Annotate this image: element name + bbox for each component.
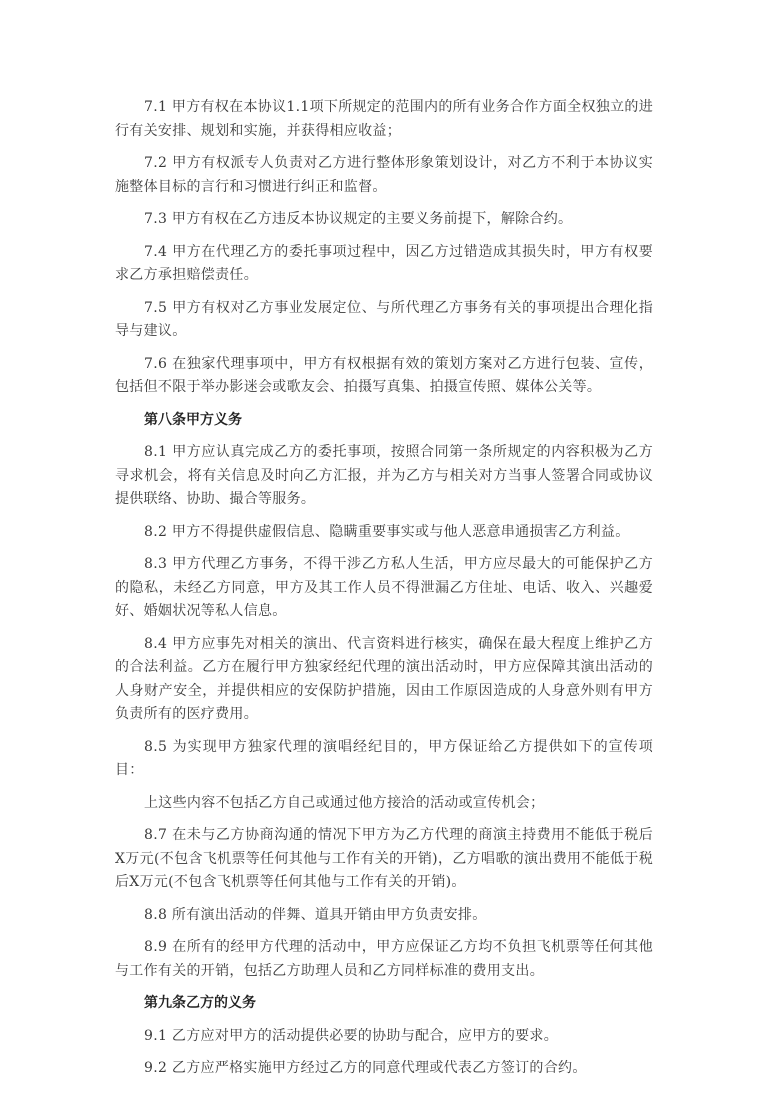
- article-8-heading: 第八条甲方义务: [144, 411, 242, 428]
- clause-8-1: 8.1 甲方应认真完成乙方的委托事项，按照合同第一条所规定的内容积极为乙方寻求机会，将有关信息及时向乙方汇报，并为乙方与相关对方当事人签署合同或协议提供联络、协助、撮合等服务。: [115, 444, 653, 507]
- clause-9-1: 9.1 乙方应对甲方的活动提供必要的协助与配合，应甲方的要求。: [144, 1027, 559, 1044]
- clause-7-5: 7.5 甲方有权对乙方事业发展定位、与所代理乙方事务有关的事项提出合理化指导与建议。: [115, 299, 653, 339]
- clause-7-4: 7.4 甲方在代理乙方的委托事项过程中，因乙方过错造成其损失时，甲方有权要求乙方承担赔偿责任。: [115, 243, 653, 283]
- clause-8-4: 8.4 甲方应事先对相关的演出、代言资料进行核实，确保在最大程度上维护乙方的合法利益。乙方在履行甲方独家经纪代理的演出活动时，甲方应保障其演出活动的人身财产安全，并提供相应的安保防护措施，因由工作原因造成的人身意外则有甲方负责所有的医疗费用。: [115, 635, 653, 722]
- clause-8-5: 8.5 为实现甲方独家代理的演唱经纪目的，甲方保证给乙方提供如下的宣传项目：: [115, 738, 653, 778]
- article-9-heading: 第九条乙方的义务: [144, 995, 256, 1011]
- clause-8-9: 8.9 在所有的经甲方代理的活动中，甲方应保证乙方均不负担飞机票等任何其他与工作有关的开销，包括乙方助理人员和乙方同样标准的费用支出。: [115, 939, 653, 979]
- clause-7-3: 7.3 甲方有权在乙方违反本协议规定的主要义务前提下，解除合约。: [144, 211, 573, 227]
- clause-7-2: 7.2 甲方有权派专人负责对乙方进行整体形象策划设计，对乙方不利于本协议实施整体目标的言行和习惯进行纠正和监督。: [115, 155, 653, 195]
- clause-9-2: 9.2 乙方应严格实施甲方经过乙方的同意代理或代表乙方签订的合约。: [144, 1060, 587, 1076]
- clause-8-7: 8.7 在未与乙方协商沟通的情况下甲方为乙方代理的商演主持费用不能低于税后X万元(不包含飞机票等任何其他与工作有关的开销)，乙方唱歌的演出费用不能低于税后X万元(不包含飞机票等任何其他与工作有关的开销)。: [115, 827, 653, 890]
- document-page: [115, 96, 653, 1090]
- clause-8-8: 8.8 所有演出活动的伴舞、道具开销由甲方负责安排。: [144, 906, 487, 923]
- clause-7-6: 7.6 在独家代理事项中，甲方有权根据有效的策划方案对乙方进行包装、宣传，包括但不限于举办影迷会或歌友会、拍摄写真集、拍摄宣传照、媒体公关等。: [115, 355, 653, 395]
- clause-8-5-note: 上这些内容不包括乙方自己或通过他方接洽的活动或宣传机会；: [144, 794, 545, 811]
- clause-8-2: 8.2 甲方不得提供虚假信息、隐瞒重要事实或与他人恶意串通损害乙方利益。: [144, 523, 630, 540]
- clause-8-3: 8.3 甲方代理乙方事务，不得干涉乙方私人生活，甲方应尽最大的可能保护乙方的隐私，未经乙方同意，甲方及其工作人员不得泄漏乙方住址、电话、收入、兴趣爱好、婚姻状况等私人信息。: [115, 556, 653, 619]
- clause-7-1: 7.1 甲方有权在本协议1.1项下所规定的范围内的所有业务合作方面全权独立的进行有关安排、规划和实施，并获得相应收益；: [115, 99, 653, 139]
